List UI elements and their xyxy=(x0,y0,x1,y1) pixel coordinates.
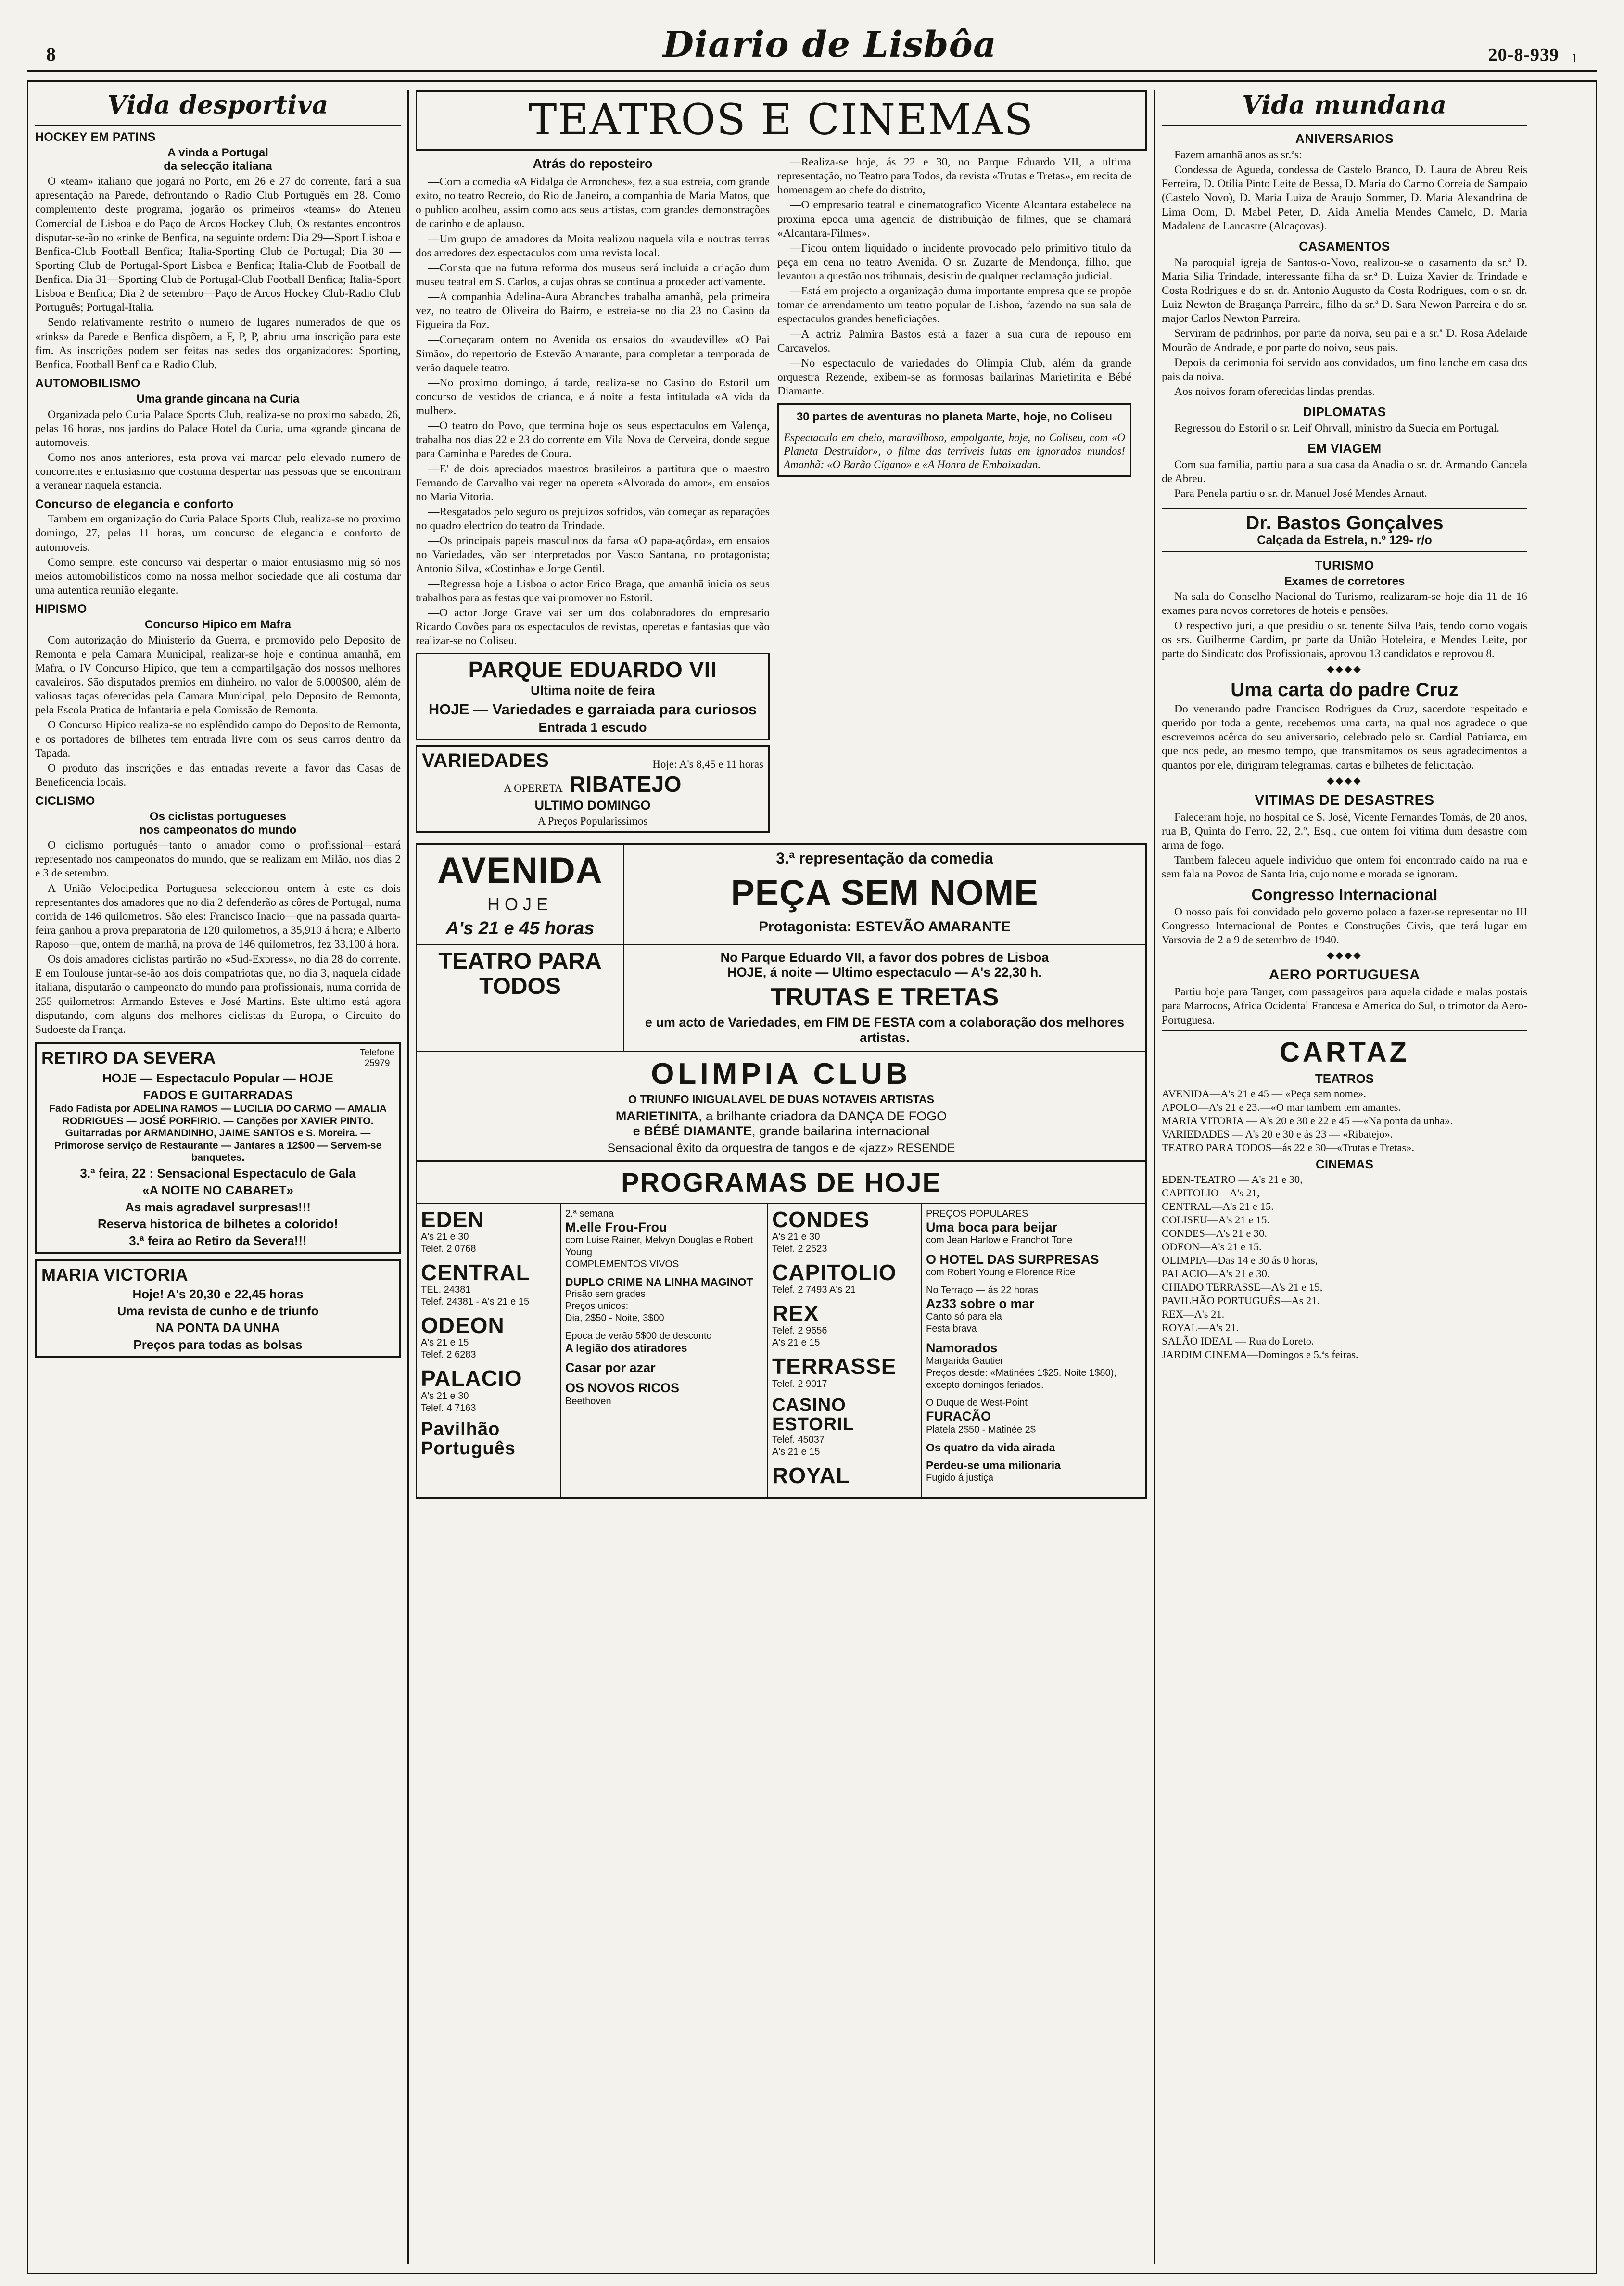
section-paragraph: Depois da cerimonia foi servido aos convidados, um fino lanche em casa dos pais da noiva. xyxy=(1162,356,1527,383)
section-heading: VITIMAS DE DESASTRES xyxy=(1255,792,1434,808)
banner-title: TEATROS E CINEMAS xyxy=(528,95,1034,144)
cinema-entry[interactable] xyxy=(421,1208,557,1255)
theatre-news-paragraph: —Realiza-se hoje, ás 22 e 30, no Parque Eduardo VII, a ultima representação, no Teatro para Todos, da revista «Trutas e Tretas», em recita de homenagem ao chefe do distrito, xyxy=(777,156,1131,197)
cinema-name: PALACIO xyxy=(421,1366,522,1391)
cinema-film-title: DUPLO CRIME NA LINHA MAGINOT xyxy=(565,1275,753,1288)
ad-line: Uma revista de cunho e de triunfo xyxy=(117,1303,319,1318)
ad-note: ULTIMO DOMINGO xyxy=(534,798,651,813)
cinema-info: A's 21 e 30 Telef. 2 0768 xyxy=(421,1231,476,1254)
cinema-info: 2.ª semana xyxy=(565,1208,614,1219)
cinema-info: PREÇOS POPULARES xyxy=(926,1208,1028,1219)
article-paragraph: A União Velocipedica Portuguesa seleccionou ontem à este os dois representantes dos amadores que no dia 2 defenderão as côres de Portugal, numa corrida de 146 quilometros. São eles: Francisco Inacio—que na passada quarta-feira ganhou a prova preparatoria de 120 quilometros, a 35,910 á hora; e Alberto Raposo—que, ontem de manhã, na prova de 146 quilometros, fez 33,100 á hora. xyxy=(35,882,401,951)
cartaz-cinemas-list xyxy=(1162,1173,1527,1361)
ad-artists-line xyxy=(423,1109,1140,1139)
masthead xyxy=(27,19,1597,72)
cartaz-cinema-item[interactable]: COLISEU—A's 21 e 15. xyxy=(1162,1213,1270,1226)
section-subheading: Exames de corretores xyxy=(1284,574,1405,588)
ad-text: Espectaculo em cheio, maravilhoso, empolgante, hoje, no Coliseu, com «O Planeta Destruidor», o filme das terriveis lutas em ignorados mundos! Amanhã: «O Barão Cigano» e «A Honra de Embaixadan. xyxy=(784,431,1125,470)
cinema-entry[interactable] xyxy=(565,1276,763,1325)
theatre-news-title: Atrás do reposteiro xyxy=(533,156,653,171)
divider xyxy=(1162,1030,1527,1031)
section-body xyxy=(1162,702,1527,773)
cinema-name: CAPITOLIO xyxy=(772,1259,897,1285)
cinema-name: TERRASSE xyxy=(772,1354,897,1379)
article-paragraph: O Concurso Hipico realiza-se no esplêndido campo do Deposito de Remonta, e os portadores de bilhetes tem entrada livre com os seus carros dentro da Tapada. xyxy=(35,719,401,760)
cinema-entry[interactable] xyxy=(772,1208,917,1255)
cinema-name: ODEON xyxy=(421,1313,505,1338)
ad-line: «A NOITE NO CABARET» xyxy=(142,1182,293,1197)
theatre-news-paragraph: —No proximo domingo, á tarde, realiza-se no Casino do Estoril um concurso de vestidos de crianca, e á noite a festa intitulada «A vida da mulher». xyxy=(416,376,770,417)
article-heading: AUTOMOBILISMO xyxy=(35,376,140,390)
ad-orchestra-line: Sensacional êxito da orquestra de tangos e de «jazz» RESENDE xyxy=(607,1141,955,1155)
cinema-entry[interactable] xyxy=(772,1261,917,1296)
article-subheading: Concurso Hipico em Mafra xyxy=(144,618,292,632)
cinema-extra: com Luise Rainer, Melvyn Douglas e Robert Young COMPLEMENTOS VIVOS xyxy=(565,1234,753,1270)
ad-showtime-line: HOJE, á noite — Ultimo espectaculo — A's 22,30 h. xyxy=(727,965,1042,979)
ad-theatre-block xyxy=(417,845,624,944)
theatre-news-paragraph: —No espectaculo de variedades do Olimpia Club, além da grande orquestra Rezende, exibem-se as formosas bailarinas Marietinita e Bébé Diamante. xyxy=(777,356,1131,397)
ad-variedades[interactable] xyxy=(416,745,770,832)
cartaz-cinema-item[interactable]: REX—A's 21. xyxy=(1162,1308,1225,1320)
cinema-film-title: FURACÃO xyxy=(926,1409,991,1424)
ad-details xyxy=(624,945,1145,1051)
ad-club-name: OLIMPIA CLUB xyxy=(651,1057,912,1091)
divider xyxy=(35,125,401,126)
cinema-entry[interactable] xyxy=(772,1302,917,1349)
article-heading: Concurso de elegancia e conforto xyxy=(35,497,234,511)
cinema-film-title: O HOTEL DAS SURPRESAS xyxy=(926,1252,1099,1267)
cinema-name: ROYAL xyxy=(772,1463,850,1488)
ad-line: HOJE — Espectaculo Popular — HOJE xyxy=(102,1070,333,1085)
section-paragraph: Faleceram hoje, no hospital de S. José, Vicente Fernandes Tomás, de 20 anos, rua B, Quinta do Ferro, 22, 2.º, Esq., que ontem foi vitima dum desastre com arma de fogo. xyxy=(1162,811,1527,851)
theatre-news-paragraph: —O empresario teatral e cinematografico Vicente Alcantara estabelece na proxima epoca uma agencia de distribuição de filmes, que se chamará «Alcantara-Filmes». xyxy=(777,199,1131,240)
section-body xyxy=(1162,905,1527,947)
theatre-news-paragraph: —A actriz Palmira Bastos está a fazer a sua cura de repouso em Carcavelos. xyxy=(777,328,1131,355)
ad-telephone: Telefone 25979 xyxy=(360,1047,394,1068)
cinema-info: Epoca de verão 5$00 de desconto xyxy=(565,1331,712,1342)
ad-retiro-da-severa[interactable] xyxy=(35,1042,401,1254)
ad-opereta-label: A OPERETA xyxy=(504,782,563,795)
cinema-extra: Fugido á justiça xyxy=(926,1473,994,1484)
section-heading: ANIVERSARIOS xyxy=(1295,131,1394,146)
section-paragraph: O respectivo juri, a que presidiu o sr. tenente Silva Pais, tendo como vogais os srs. Guilherme Cardim, pr parte da União Hoteleira, e Mendes Leite, por parte do Sindicato dos Profissionais, aprovou 13 candidatos e reprovou 8. xyxy=(1162,619,1527,660)
section-heading: TURISMO xyxy=(1315,558,1374,572)
society-section-title: Vida mundana xyxy=(1242,90,1447,120)
ad-teatro-para-todos[interactable] xyxy=(416,945,1147,1052)
cinema-entry[interactable] xyxy=(565,1381,763,1407)
ad-maria-victoria[interactable] xyxy=(35,1259,401,1358)
ad-doctor[interactable] xyxy=(1162,508,1527,552)
ad-prices: A Preços Popularissimos xyxy=(537,814,648,827)
theatre-news-paragraph: —Regressa hoje a Lisboa o actor Erico Braga, que amanhã inicia os seus trabalhos para as festas que vai promover no Estoril. xyxy=(416,577,770,604)
ad-show-title: TRUTAS E TRETAS xyxy=(770,983,999,1011)
ad-line: FADOS E GUITARRADAS xyxy=(143,1087,293,1102)
cartaz-theatre-item[interactable]: MARIA VITORIA — A's 20 e 30 e 22 e 45 —«Na ponta da unha». xyxy=(1162,1114,1453,1127)
cinema-names-col-2 xyxy=(768,1204,922,1497)
cinema-film-title: M.elle Frou-Frou xyxy=(565,1219,667,1234)
article-paragraph: O produto das inscrições e das entradas reverte a favor das Casas de Beneficencia locais. xyxy=(35,762,401,788)
theatre-news-paragraph: —A companhia Adelina-Aura Abranches trabalha amanhã, pela primeira vez, no teatro de Oliveira do Bairro, e estreia-se no dia 23 no Casino da Figueira da Foz. xyxy=(416,291,770,331)
cartaz-cinema-item[interactable]: PAVILHÃO PORTUGUÊS—As 21. xyxy=(1162,1294,1320,1307)
article-paragraph: Os dois amadores ciclistas partirão no «Sud-Express», no dia 28 do corrente. E em Toulouse juntar-se-ão aos dois compatriotas que, no dia 3, naquela cidade italiana, disputarão o campeonato do mundo para profissionais, numa corrida de 255 quilometros: Armando Esteves e José Martins. Este ultimo está agora disputando, com alguns dos melhores ciclistas da Europa, o Circuito do Sudoeste da França. xyxy=(35,953,401,1036)
cinema-film-title: Perdeu-se uma milionaria xyxy=(926,1459,1061,1472)
ad-today-label: HOJE xyxy=(487,894,553,914)
ad-theatre-name: TEATRO PARA TODOS xyxy=(417,945,624,1051)
cinema-names-col-1 xyxy=(417,1204,561,1497)
cinema-extra: com Jean Harlow e Franchot Tone xyxy=(926,1234,1073,1245)
cinema-film-title: Casar por azar xyxy=(565,1360,656,1375)
cinema-film-title: Uma boca para beijar xyxy=(926,1219,1058,1234)
section-heading: Uma carta do padre Cruz xyxy=(1231,679,1459,700)
ad-body: Fado Fadista por ADELINA RAMOS — LUCILIA DO CARMO — AMALIA RODRIGUES — JOSÉ PORFIRIO. — Canções por XAVIER PINTO. Guitarradas por ARMANDINHO, JAIME SANTOS e S. Moreira. — Primorose serviço de Restaurante — Jantares a 12$00 — Servem-se banquetes. xyxy=(49,1103,387,1164)
article-paragraph: O «team» italiano que jogará no Porto, em 26 e 27 do corrente, fará a sua apresentação na Parede, defrontando o Radio Club Português em 28. Como complemento deste programa, jogarão os primeiros «teams» do Ateneu Comercial de Lisboa e do Paço de Arcos Hockey Club, Os restantes encontros disputar-se-ão no «rinke de Benfica, na seguinte ordem: Dia 29—Sport Lisboa e Benfica-Club Football Benfica; Italia-Sporting Club de Portugal; Dia 30 —Sporting Club de Portugal-Sport Lisboa e Benfica; Italia-Club de Football de Benfica. Dia 31—Sporting Club de Portugal-Club Football Benfica; Italia-Sport Lisboa e Benfica; Dia 2 de setembro—Paço de Arcos Hockey Club-Radio Club Português; Portugal-Italia. xyxy=(35,175,401,314)
section-paragraph: Tambem faleceu aquele individuo que ontem foi encontrado caído na rua e sem fala na Povoa de Santa Iria, cujo nome e morada se ignoram. xyxy=(1162,854,1527,881)
cartaz-cinema-item[interactable]: CAPITOLIO—A's 21, xyxy=(1162,1186,1260,1199)
section-body xyxy=(1162,590,1527,661)
article-subheading: Uma grande gincana na Curia xyxy=(136,392,300,406)
section-paragraph: Na sala do Conselho Nacional do Turismo, realizaram-se hoje dia 11 de 16 exames para novos corretores de hoteis e pensões. xyxy=(1162,590,1527,617)
ad-title: VARIEDADES xyxy=(422,750,549,772)
ad-extra-line: e um acto de Variedades, em FIM DE FESTA com a colaboração dos melhores artistas. xyxy=(645,1015,1125,1045)
theatre-news-paragraph: —O actor Jorge Grave vai ser um dos colaboradores do empresario Ricardo Covões para os espectaculos de revistas, operetas e fantasias que vão realizar-se no Coliseu. xyxy=(416,606,770,647)
ad-performance-number: 3.ª representação da comedia xyxy=(776,849,993,867)
theatre-news-col-2 xyxy=(777,155,1131,838)
theatre-news-paragraph: —Consta que na futura reforma dos museus será incluida a criação dum museu teatral em S. Carlos, a cujas obras se continua a proceder activamente. xyxy=(416,261,770,288)
cartaz-theatre-item[interactable]: AVENIDA—A's 21 e 45 — «Peça sem nome». xyxy=(1162,1087,1366,1100)
cinema-info: A's 21 e 30 Telef. 4 7163 xyxy=(421,1390,476,1413)
cinema-program-grid xyxy=(416,1204,1147,1499)
cinema-film-title: OS NOVOS RICOS xyxy=(565,1381,680,1396)
doctor-address: Calçada da Estrela, n.º 129- r/o xyxy=(1257,533,1432,547)
theatre-news-paragraph: —Os principais papeis masculinos da farsa «O papa-açôrda», em ensaios no Variedades, vão ser interpretados por Vasco Santana, no protagonista; Antonio Silva, «Costinha» e Jorge Gentil. xyxy=(416,534,770,575)
cinema-info: No Terraço — ás 22 horas xyxy=(926,1284,1039,1295)
edition-mark: 1 xyxy=(1571,51,1578,65)
artist-name-1: MARIETINITA xyxy=(615,1108,698,1123)
article-paragraph: Organizada pelo Curia Palace Sports Club, realiza-se no proximo sabado, 26, pelas 16 horas, nos jardins do Palace Hotel da Curia, uma «grande gincana de automoveis. xyxy=(35,408,401,449)
article-paragraph: O ciclismo português—tanto o amador como o profissional—estará representado nos campeonatos do mundo, que se realizam em Milão, nos dias 2 e 3 de setembro. xyxy=(35,839,401,880)
cinema-extra: Canto só para ela Festa brava xyxy=(926,1311,1002,1334)
article-paragraph: Com autorização do Ministerio da Guerra, e promovido pelo Deposito de Remonta e pela Camara Municipal, realizar-se hoje e continua amanhã, em Mafra, o IV Concurso Hipico, que tem a compartilgação dos nossos melhores cavaleiros. São disputados premios em dinheiro. no valor de 6.000$00, além de valiosas taças oferecidas pela Camara Municipal, pelo Deposito de Remonta, pela Escola Pratica de Infantaria e pela Comissão de Remonta. xyxy=(35,634,401,717)
cartaz-theatres-heading: TEATROS xyxy=(1315,1071,1374,1086)
cinema-extra: Platela 2$50 - Matinée 2$ xyxy=(926,1424,1036,1435)
article-paragraph: Sendo relativamente restrito o numero de lugares numerados de que os «rinks» da Parede e Benfica dispõem, a F, P, P, abriu uma inscrição para este fim. As inscrições podem ser feitas nas sedes dos organizadores: Sporting, Benfica, Football Benfica e Radio Club, xyxy=(35,316,401,371)
cinema-name: Pavilhão Português xyxy=(421,1419,516,1459)
cinema-info: Telef. 2 9017 xyxy=(772,1378,827,1389)
newspaper-title: Diario de Lisbôa xyxy=(662,24,997,65)
cartaz-listing xyxy=(1162,1036,1527,1361)
section-congresso xyxy=(1162,886,1527,947)
ad-olimpia-club[interactable] xyxy=(416,1052,1147,1162)
cinema-entry[interactable] xyxy=(926,1252,1142,1279)
cinema-name: EDEN xyxy=(421,1206,484,1232)
cinema-film-title: Os quatro da vida airada xyxy=(926,1441,1055,1454)
cinema-extra: com Robert Young e Florence Rice xyxy=(926,1267,1076,1278)
sports-column-ads xyxy=(35,1042,401,1358)
section-paragraph: Aos noivos foram oferecidas lindas prendas. xyxy=(1174,385,1375,398)
ad-line: NA PONTA DA UNHA xyxy=(155,1320,280,1335)
ad-parque-eduardo-vii[interactable] xyxy=(416,653,770,740)
cinema-film-title: A legião dos atiradores xyxy=(565,1342,687,1355)
cinema-entry[interactable] xyxy=(926,1397,1142,1435)
cinema-entry[interactable] xyxy=(565,1360,763,1375)
section-paragraph: Condessa de Agueda, condessa de Castelo Branco, D. Laura de Abreu Reis Ferreira, D. Otilia Pinto Leite de Bessa, D. Maria do Carmo Correia de Sampaio (Castelo Novo), D. Maria Luiza de Araujo Sommer, D. Maria Alexandrina de Lima Oom, D. Mabel Peter, D. Aida Amelia Mendes Camelo, D. Maria Madalena de Lancastre (Alcaçovas). xyxy=(1162,164,1527,232)
section-paragraph: Para Penela partiu o sr. dr. Manuel José Mendes Arnaut. xyxy=(1174,487,1428,500)
ornament-divider: ◆◆◆◆ xyxy=(1327,950,1362,961)
cinema-entry[interactable] xyxy=(926,1208,1142,1246)
theatre-news-paragraph: —E' de dois apreciados maestros brasileiros a partitura que o maestro Fernando de Carvalho vai reger na opereta «Alvorada do amor», em ensaios no Maria Vitoria. xyxy=(416,462,770,503)
cinema-entry[interactable] xyxy=(565,1330,763,1355)
theatre-news-paragraph: —O teatro do Povo, que termina hoje os seus espectaculos em Valença, trabalha nos dias 22 e 23 do corrente em Vila Nova de Cerveira, donde segue para Caminha e Paredes de Coura. xyxy=(416,419,770,460)
ad-play-block xyxy=(624,845,1145,944)
issue-date: 20-8-939 xyxy=(1488,45,1559,65)
sports-articles xyxy=(35,130,401,1037)
cartaz-cinemas-heading: CINEMAS xyxy=(1316,1156,1373,1171)
cinema-entry[interactable] xyxy=(926,1284,1142,1335)
ad-price: Entrada 1 escudo xyxy=(538,720,647,735)
cartaz-theatre-item[interactable]: APOLO—A's 21 e 23.—«O mar tambem tem amantes. xyxy=(1162,1101,1401,1113)
article-heading: HOCKEY EM PATINS xyxy=(35,130,156,144)
cinema-info: Telef. 2 7493 A's 21 xyxy=(772,1284,856,1295)
divider xyxy=(407,90,409,2264)
cinema-name: CASINO ESTORIL xyxy=(772,1395,854,1435)
cinema-entry[interactable] xyxy=(772,1355,917,1390)
cinema-extra: Beethoven xyxy=(565,1396,611,1407)
cartaz-cinema-item[interactable]: ROYAL—A's 21. xyxy=(1162,1321,1239,1334)
ad-line: 3.ª feira ao Retiro da Severa!!! xyxy=(129,1233,307,1248)
theatres-cinemas-banner xyxy=(416,90,1147,151)
theatre-news-body-2 xyxy=(777,155,1131,398)
ad-coliseu-marte[interactable] xyxy=(777,403,1131,477)
section-heading: Congresso Internacional xyxy=(1251,886,1438,904)
cartaz-cinema-item[interactable]: ODEON—A's 21 e 15. xyxy=(1162,1240,1262,1253)
cinema-entry[interactable] xyxy=(421,1420,557,1459)
ad-showtimes: Hoje: A's 8,45 e 11 horas xyxy=(652,758,763,771)
cinema-entry[interactable] xyxy=(772,1396,917,1459)
cinema-info: A's 21 e 15 Telef. 2 6283 xyxy=(421,1337,476,1360)
ad-theatre-name: AVENIDA xyxy=(437,850,603,891)
cinema-film-title: Az33 sobre o mar xyxy=(926,1296,1035,1311)
ad-program: HOJE — Variedades e garraiada para curiosos xyxy=(428,701,757,718)
section-aero xyxy=(1162,967,1527,1027)
article-heading: HIPISMO xyxy=(35,602,87,616)
section-heading: EM VIAGEM xyxy=(1307,441,1382,456)
cinema-entry[interactable] xyxy=(421,1261,557,1308)
cinema-name: CENTRAL xyxy=(421,1259,530,1285)
ad-title: 30 partes de aventuras no planeta Marte, hoje, no Coliseu xyxy=(796,410,1113,424)
column-theatres-cinemas xyxy=(416,90,1147,2264)
section-paragraph: Fazem amanhã anos as sr.ªs: xyxy=(1174,149,1302,161)
ad-title: MARIA VICTORIA xyxy=(41,1264,189,1284)
theatre-news-paragraph: —Está em projecto a organização duma importante empresa que se propõe tomar de arrendamento um teatro popular de Lisboa, fazendo na sua sala de espectaculos grandes beneficiações. xyxy=(777,285,1131,326)
ad-line: Reserva historica de bilhetes a colorido! xyxy=(98,1216,338,1231)
cinema-info: Telef. 2 9656 A's 21 e 15 xyxy=(772,1325,827,1348)
cartaz-cinema-item[interactable]: CHIADO TERRASSE—A's 21 e 15, xyxy=(1162,1281,1323,1293)
cartaz-cinema-item[interactable]: JARDIM CINEMA—Domingos e 5.ªs feiras. xyxy=(1162,1348,1358,1360)
column-society xyxy=(1162,90,1527,2264)
cinema-entry[interactable] xyxy=(421,1367,557,1414)
divider xyxy=(1162,125,1527,126)
cartaz-theatre-item[interactable]: VARIEDADES — A's 20 e 30 e ás 23 — «Ribatejo». xyxy=(1162,1128,1393,1140)
programs-header xyxy=(416,1162,1147,1204)
section-body xyxy=(1162,985,1527,1027)
ad-opereta-title: RIBATEJO xyxy=(569,772,682,797)
doctor-name: Dr. Bastos Gonçalves xyxy=(1245,512,1444,533)
section-heading: CASAMENTOS xyxy=(1299,239,1390,254)
cinema-films-col-2 xyxy=(922,1204,1145,1497)
ad-play-title: PEÇA SEM NOME xyxy=(731,872,1039,913)
cartaz-cinema-item[interactable]: CONDES—A's 21 e 30. xyxy=(1162,1227,1268,1239)
ad-title: PARQUE EDUARDO VII xyxy=(468,657,717,683)
cartaz-cinema-item[interactable]: OLIMPIA—Das 14 e 30 ás 0 horas, xyxy=(1162,1254,1318,1266)
section-paragraph: O nosso país foi convidado pelo governo polaco a fazer-se representar no III Congresso Internacional de Pontes e Construções Civis, que terá lugar em Varsovia de 2 a 9 de setembro de 1940. xyxy=(1162,905,1527,947)
theatre-news-paragraph: —Começaram ontem no Avenida os ensaios do «vaudeville» «O Pai Simão», do repertorio de Estevão Amarante, para completar a temporada de verão daquele teatro. xyxy=(416,333,770,374)
artist-name-2: e BÉBÉ DIAMANTE xyxy=(633,1123,752,1138)
section-turismo xyxy=(1162,558,1527,661)
cinema-films-col-1 xyxy=(561,1204,768,1497)
cinema-info: Telef. 45037 A's 21 e 15 xyxy=(772,1435,825,1458)
ad-title: RETIRO DA SEVERA xyxy=(41,1047,216,1067)
section-paragraph: Partiu hoje para Tanger, com passageiros para aquela cidade e malas postais para Marrocos, Africa Ocidental Francesa e America do Sul, o trimotor da Aero-Portuguesa. xyxy=(1162,986,1527,1027)
ad-subtitle: Ultima noite de feira xyxy=(530,683,655,698)
theatre-news-paragraph: —Um grupo de amadores da Moita realizou naquela vila e noutras terras dos arredores dez espectaculos com uma revista local. xyxy=(416,232,770,259)
cinema-entry[interactable] xyxy=(926,1442,1142,1454)
cartaz-theatres-list xyxy=(1162,1087,1527,1154)
cinema-film-title: Namorados xyxy=(926,1341,998,1356)
theatre-news-paragraph: —Com a comedia «A Fidalga de Arronches», fez a sua estreia, com grande exito, no teatro Recreio, do Rio de Janeiro, a companhia de Maria Matos, que o publico acolheu, assim como aos seus artistas, com grandes demonstrações de carinho e de aplauso. xyxy=(416,176,770,230)
column-sports xyxy=(35,90,401,2264)
section-paragraph: Com sua familia, partiu para a sua casa da Anadia o sr. dr. Armando Cancela de Abreu. xyxy=(1162,458,1527,485)
section-vitimas xyxy=(1162,792,1527,882)
society-articles xyxy=(1162,131,1527,501)
theatre-news-body-1 xyxy=(416,175,770,648)
cartaz-cinema-item[interactable]: CENTRAL—A's 21 e 15. xyxy=(1162,1200,1274,1212)
cinema-entry[interactable] xyxy=(926,1460,1142,1484)
artist-desc-1: , a brilhante criadora da DANÇA DE FOGO xyxy=(698,1108,947,1123)
section-paragraph: Do venerando padre Francisco Rodrigues da Cruz, sacerdote respeitado e querido por toda a gente, recebemos uma carta, na qual nos agradece o que escrevemos acêrca do seu aniversario, celebrado pelo sr. Cardial Patriarca, em que nos pede, ao mesmo tempo, que transmitamos os seus agradecimentos a quantos por ele, dirigiram telegramas, cartas e bilhetes de felicitação. xyxy=(1162,703,1527,772)
section-paragraph: Na paroquial igreja de Santos-o-Novo, realizou-se o casamento da sr.ª D. Maria Silia Trindade, interessante filha da sr.ª D. Luiza Xavier da Trindade e Costa Rodrigues e do sr. dr. Antonio Augusto da Costa Rodrigues, com o sr. dr. Luiz Newton de Bragança Parreira, filho da sr.ª D. Sara Newon Parreira e do sr. major Carlos Newton Parreira. xyxy=(1162,256,1527,325)
section-paragraph: Regressou do Estoril o sr. Leif Ohrvall, ministro da Suecia em Portugal. xyxy=(1174,422,1500,434)
ad-venue-line: No Parque Eduardo VII, a favor dos pobres de Lisboa xyxy=(720,950,1049,965)
artist-desc-2: , grande bailarina internacional xyxy=(752,1123,930,1138)
cinema-extra: Margarida Gautier Preços desde: «Matinées 1$25. Noite 1$80), excepto domingos feriados. xyxy=(926,1356,1116,1391)
ad-line: Hoje! A's 20,30 e 22,45 horas xyxy=(132,1286,304,1301)
article-paragraph: Como sempre, este concurso vai despertar o maior entusiasmo mig só nos meios automobilisticos como na nossa melhor sociedade que ali costuma dar uma autentica reunião elegante. xyxy=(35,556,401,597)
cinema-info: O Duque de West-Point xyxy=(926,1397,1028,1409)
cinema-name: REX xyxy=(772,1301,819,1326)
cinema-extra: Prisão sem grades Preços unicos: Dia, 2$50 - Noite, 3$00 xyxy=(565,1289,664,1324)
cinema-name: CONDES xyxy=(772,1206,870,1232)
ad-lead-actor: Protagonista: ESTEVÃO AMARANTE xyxy=(759,918,1011,935)
cinema-info: TEL. 24381 Telef. 24381 - A's 21 e 15 xyxy=(421,1284,530,1308)
cartaz-cinema-item[interactable]: PALACIO—A's 21 e 30. xyxy=(1162,1267,1270,1280)
page-frame xyxy=(27,80,1597,2274)
cinema-entry[interactable] xyxy=(926,1341,1142,1391)
ad-tagline: O TRIUNFO INIGUALAVEL DE DUAS NOTAVEIS ARTISTAS xyxy=(628,1092,934,1105)
ad-line: Preços para todas as bolsas xyxy=(133,1337,303,1352)
cinema-entry[interactable] xyxy=(421,1314,557,1361)
ad-line: As mais agradavel surpresas!!! xyxy=(125,1199,311,1214)
section-heading: AERO PORTUGUESA xyxy=(1269,967,1421,983)
article-paragraph: Tambem em organização do Curia Palace Sports Club, realiza-se no proximo domingo, 27, pelas 11 horas, um concurso de elegancia e conforto de automoveis. xyxy=(35,513,401,554)
ad-showtime: A's 21 e 45 horas xyxy=(445,918,595,939)
article-heading: CICLISMO xyxy=(35,794,95,808)
section-paragraph: Serviram de padrinhos, por parte da noiva, seu pai e a sr.ª D. Rosa Adelaide Mourão de Andrade, e por parte do noivo, seus pais. xyxy=(1162,327,1527,354)
cinema-entry[interactable] xyxy=(565,1208,763,1270)
ad-line: 3.ª feira, 22 : Sensacional Espectaculo de Gala xyxy=(80,1166,356,1181)
ornament-divider: ◆◆◆◆ xyxy=(1327,775,1362,786)
section-body xyxy=(1162,811,1527,882)
section-carta-padre-cruz xyxy=(1162,680,1527,773)
article-subheading: Os ciclistas portugueses nos campeonatos do mundo xyxy=(139,810,297,837)
cinema-entry[interactable] xyxy=(772,1464,917,1487)
theatre-news-paragraph: —Resgatados pelo seguro os prejuizos sofridos, vão começar as reparações no quadro electrico do teatro da Trindade. xyxy=(416,505,770,532)
cartaz-title: CARTAZ xyxy=(1279,1036,1410,1068)
cartaz-cinema-item[interactable]: SALÃO IDEAL — Rua do Loreto. xyxy=(1162,1334,1314,1347)
theatre-news-paragraph: —Ficou ontem liquidado o incidente provocado pelo primitivo titulo da peça em cena no teatro Avenida. O sr. Zuzarte de Mendonça, filho, que levantou a questão nos tribunais, desistiu de qualquer reclamação judicial. xyxy=(777,241,1131,282)
page-number: 8 xyxy=(46,43,56,65)
ad-avenida[interactable] xyxy=(416,843,1147,945)
cartaz-cinema-item[interactable]: EDEN-TEATRO — A's 21 e 30, xyxy=(1162,1173,1303,1185)
cinema-info: A's 21 e 30 Telef. 2 2523 xyxy=(772,1231,827,1254)
article-subheading: A vinda a Portugal da selecção italiana xyxy=(164,146,272,173)
programs-title: PROGRAMAS DE HOJE xyxy=(621,1167,941,1197)
article-paragraph: Como nos anos anteriores, esta prova vai marcar pelo elevado numero de concorrentes e entusiasmo que costuma despertar nas pessoas que se encontram a veranear naquela estancia. xyxy=(35,451,401,492)
section-heading: DIPLOMATAS xyxy=(1303,405,1386,419)
cartaz-theatre-item[interactable]: TEATRO PARA TODOS—ás 22 e 30—«Trutas e Tretas». xyxy=(1162,1141,1415,1154)
divider xyxy=(1154,90,1155,2264)
sports-section-title: Vida desportiva xyxy=(107,90,329,120)
theatre-news-col-1 xyxy=(416,155,770,838)
ornament-divider: ◆◆◆◆ xyxy=(1327,663,1362,674)
